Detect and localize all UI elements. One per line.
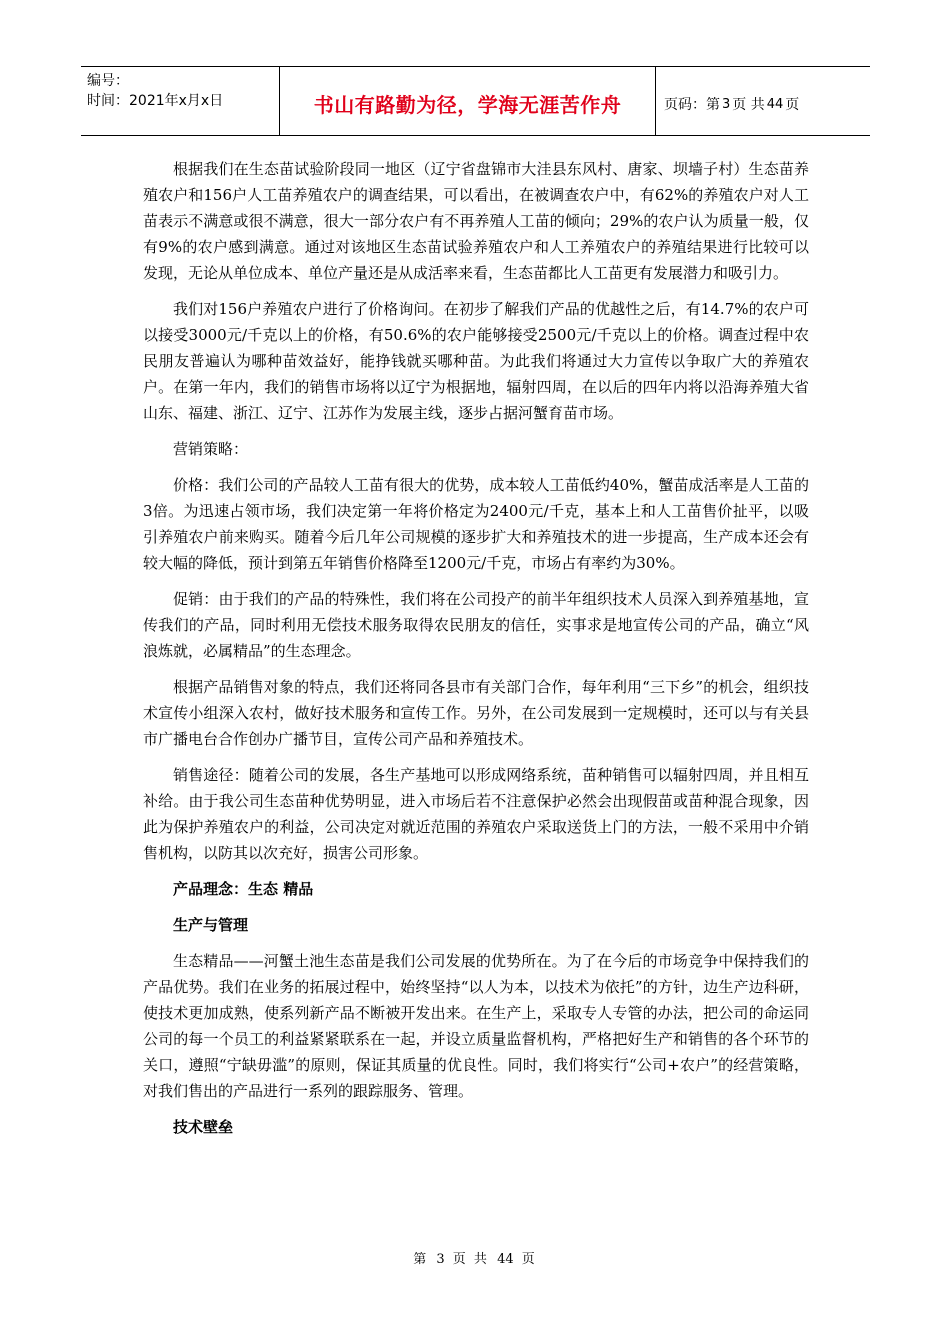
heading-production-management: 生产与管理 bbox=[173, 916, 249, 934]
paragraph-pricing-survey: 我们对156户养殖农户进行了价格询问。在初步了解我们产品的优越性之后，有14.7%的农户可以接受3000元/千克以上的价格，有50.6%的农户能够接受2500元/千克以上的价格。调查过程中农民朋友普遍认为哪种苗效益好，能挣钱就买哪种苗。为此我们将通过大力宣传以争取广大的养殖农户。在第一年内，我们的销售市场将以辽宁为根据地，辐射四周，在以后的四年内将以沿海养殖大省山东、福建、浙江、辽宁、江苏作为发展主线，逐步占据河蟹育苗市场。 bbox=[143, 300, 809, 422]
footer-prefix: 第 bbox=[413, 1252, 429, 1267]
document-body bbox=[143, 156, 809, 1150]
header-page-number bbox=[656, 67, 870, 135]
page-suffix: 页 bbox=[785, 97, 800, 113]
heading-product-philosophy: 产品理念：生态 精品 bbox=[173, 880, 314, 898]
paragraph-promotion: 促销：由于我们的产品的特殊性，我们将在公司投产的前半年组织技术人员深入到养殖基地，宣传我们的产品，同时利用无偿技术服务取得农民朋友的信任，实事求是地宣传公司的产品，确立“风浪炼就，必属精品”的生态理念。 bbox=[143, 590, 809, 660]
page-header bbox=[81, 66, 870, 136]
footer-current-page: 3 bbox=[436, 1252, 445, 1267]
footer-total-pages: 44 bbox=[497, 1252, 514, 1267]
paragraph-price: 价格：我们公司的产品较人工苗有很大的优势，成本较人工苗低约40%，蟹苗成活率是人工苗的3倍。为迅速占领市场，我们决定第一年将价格定为2400元/千克，基本上和人工苗售价扯平，以吸引养殖农户前来购买。随着今后几年公司规模的逐步扩大和养殖技术的进一步提高，生产成本还会有较大幅的降低，预计到第五年销售价格降至1200元/千克，市场占有率约为30%。 bbox=[143, 476, 809, 572]
page-middle: 页 共 bbox=[732, 97, 765, 113]
paragraph-survey: 根据我们在生态苗试验阶段同一地区（辽宁省盘锦市大洼县东风村、唐家、坝墙子村）生态苗养殖农户和156户人工苗养殖农户的调查结果，可以看出，在被调查农户中，有62%的养殖农户对人工苗表示不满意或很不满意，很大一部分农户有不再养殖人工苗的倾向；29%的农户认为质量一般，仅有9%的农户感到满意。通过对该地区生态苗试验养殖农户和人工养殖农户的养殖结果进行比较可以发现，无论从单位成本、单位产量还是从成活率来看，生态苗都比人工苗更有发展潜力和吸引力。 bbox=[143, 160, 809, 282]
header-motto: 书山有路勤为径，学海无涯苦作舟 bbox=[313, 92, 622, 117]
footer-middle: 页 共 bbox=[452, 1252, 489, 1267]
page-current: 3 bbox=[722, 96, 731, 112]
page-total: 44 bbox=[766, 96, 784, 112]
document-code-label: 编号： bbox=[87, 73, 129, 89]
page-prefix: 页码：第 bbox=[664, 97, 720, 113]
page-footer bbox=[0, 1248, 950, 1267]
document-date: 时间：2021年x月x日 bbox=[87, 93, 224, 109]
header-motto-cell bbox=[280, 67, 656, 135]
paragraph-sales-channel: 销售途径：随着公司的发展，各生产基地可以形成网络系统，苗种销售可以辐射四周，并且相互补给。由于我公司生态苗种优势明显，进入市场后若不注意保护必然会出现假苗或苗种混合现象，因此为保护养殖农户的利益，公司决定对就近范围的养殖农户采取送货上门的方法，一般不采用中介销售机构，以防其以次充好，损害公司形象。 bbox=[143, 766, 809, 862]
header-meta bbox=[81, 67, 280, 135]
paragraph-production: 生态精品——河蟹土池生态苗是我们公司发展的优势所在。为了在今后的市场竞争中保持我们的产品优势。我们在业务的拓展过程中，始终坚持“以人为本，以技术为依托”的方针，边生产边科研，使技术更加成熟，使系列新产品不断被开发出来。在生产上，采取专人专管的办法，把公司的命运同公司的每一个员工的利益紧紧联系在一起，并设立质量监督机构，严格把好生产和销售的各个环节的关口，遵照“宁缺毋滥”的原则，保证其质量的优良性。同时，我们将实行“公司+农户”的经营策略，对我们售出的产品进行一系列的跟踪服务、管理。 bbox=[143, 952, 809, 1100]
heading-technical-barrier: 技术壁垒 bbox=[173, 1118, 234, 1136]
footer-suffix: 页 bbox=[521, 1252, 537, 1267]
paragraph-cooperation: 根据产品销售对象的特点，我们还将同各县市有关部门合作，每年利用“三下乡”的机会，组织技术宣传小组深入农村，做好技术服务和宣传工作。另外，在公司发展到一定规模时，还可以与有关县市广播电台合作创办广播节目，宣传公司产品和养殖技术。 bbox=[143, 678, 809, 748]
paragraph-marketing-strategy: 营销策略： bbox=[173, 440, 249, 458]
